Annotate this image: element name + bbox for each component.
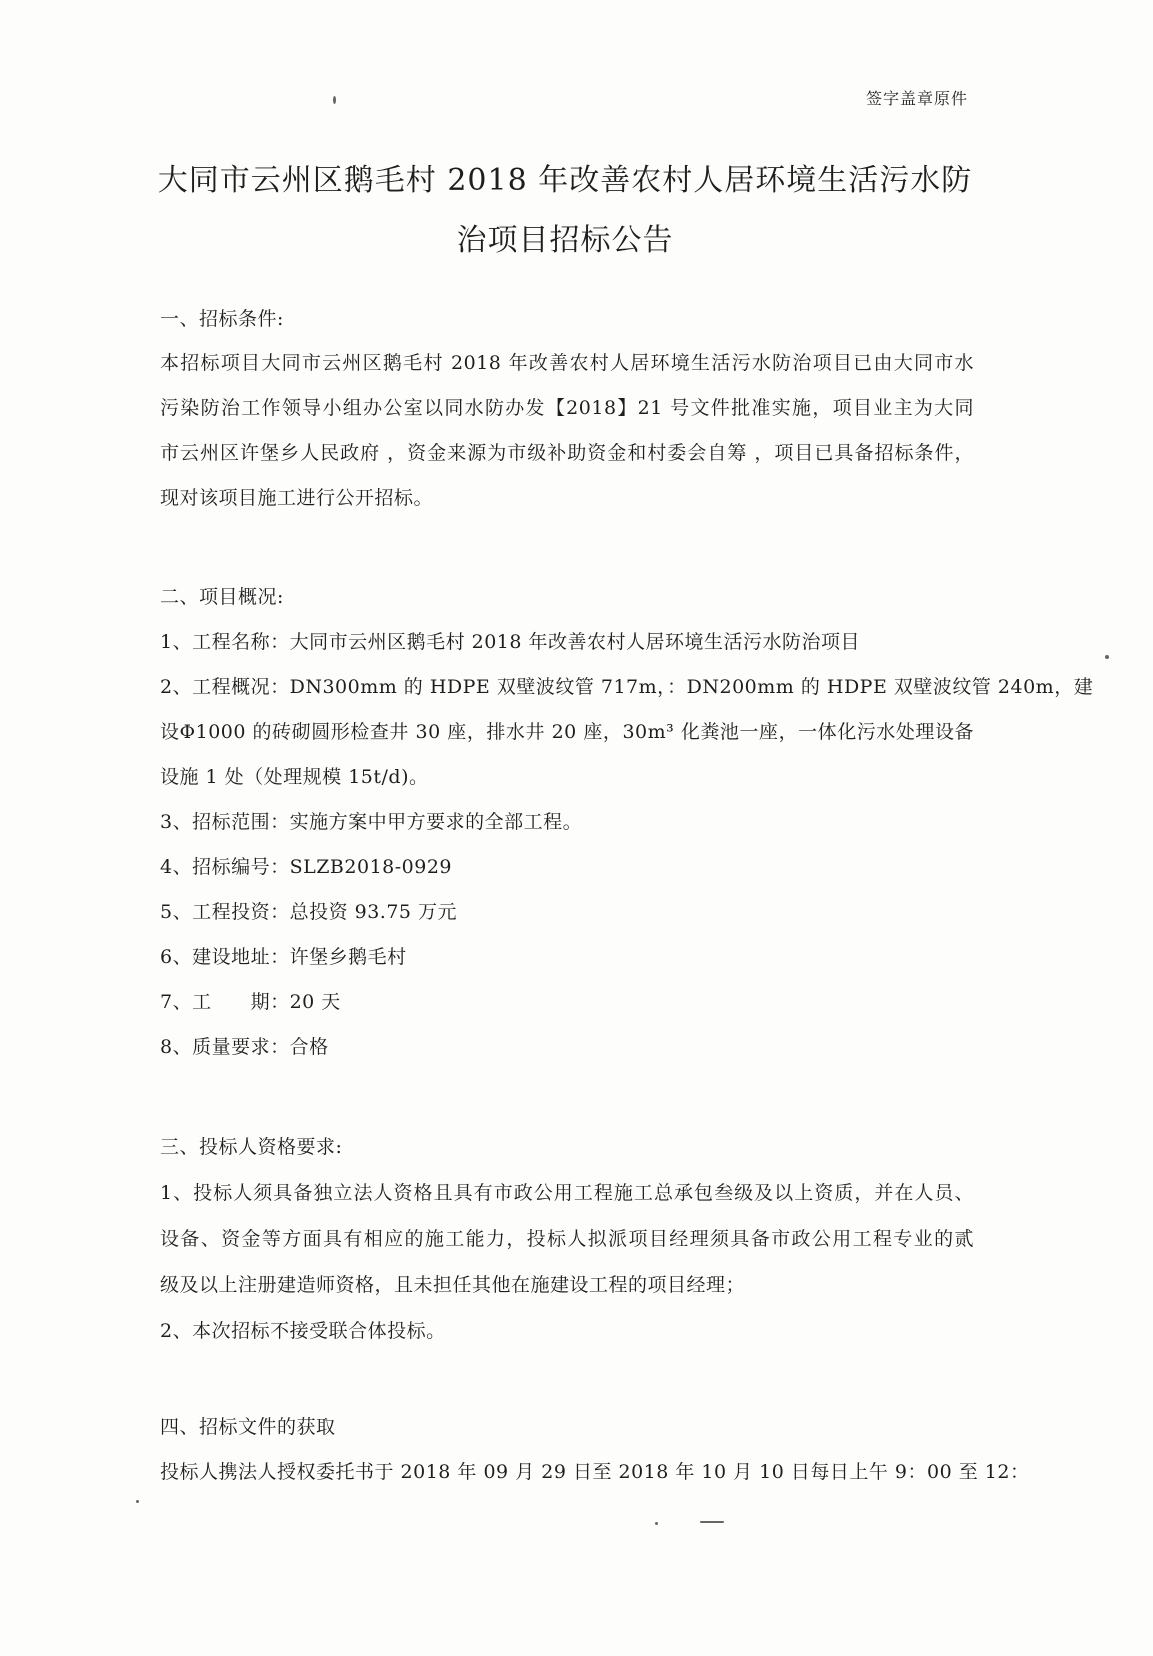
section-3-heading: 三、投标人资格要求:: [160, 1136, 343, 1158]
section-1-paragraph-line: 市云州区许堡乡人民政府 ，资金来源为市级补助资金和村委会自筹 ，项目已具备招标条件，: [160, 442, 974, 464]
document-title-line-1: 大同市云州区鹅毛村 2018 年改善农村人居环境生活污水防: [157, 163, 973, 198]
section-1-paragraph-line: 污染防治工作领导小组办公室以同水防办发【2018】21 号文件批准实施，项目业主为大同: [160, 397, 974, 419]
project-item-line: 设施 1 处（处理规模 15t/d)。: [160, 766, 429, 788]
section-1-paragraph-line: 本招标项目大同市云州区鹅毛村 2018 年改善农村人居环境生活污水防治项目已由大同市水: [160, 352, 974, 374]
scan-speck: [1105, 655, 1109, 659]
project-item-line: 6、建设地址：许堡乡鹅毛村: [160, 946, 407, 968]
scan-speck: [700, 1521, 724, 1523]
document-acquisition-line: 投标人携法人授权委托书于 2018 年 09 月 29 日至 2018 年 10 月 10 日每日上午 9：00 至 12：: [160, 1461, 1030, 1483]
section-1-paragraph-line: 现对该项目施工进行公开招标。: [160, 487, 434, 509]
project-item-line: 3、招标范围：实施方案中甲方要求的全部工程。: [160, 811, 583, 833]
project-item-line: 1、工程名称：大同市云州区鹅毛村 2018 年改善农村人居环境生活污水防治项目: [160, 631, 861, 653]
document-title-line-2: 治项目招标公告: [456, 223, 674, 258]
qualification-line: 级及以上注册建造师资格，且未担任其他在施建设工程的项目经理；: [160, 1274, 746, 1296]
qualification-line: 设备、资金等方面具有相应的施工能力，投标人拟派项目经理须具备市政公用工程专业的贰: [160, 1228, 974, 1250]
section-1-heading: 一、招标条件:: [160, 308, 284, 330]
project-item-line: 2、工程概况：DN300mm 的 HDPE 双壁波纹管 717m，：DN200mm 的 HDPE 双壁波纹管 240m，建: [160, 676, 1094, 698]
project-item-line: 8、质量要求：合格: [160, 1036, 329, 1058]
qualification-line: 1、投标人须具备独立法人资格且具有市政公用工程施工总承包叁级及以上资质，并在人员、: [160, 1182, 974, 1204]
section-2-heading: 二、项目概况:: [160, 586, 284, 608]
qualification-line: 2、本次招标不接受联合体投标。: [160, 1320, 446, 1342]
scan-speck: [136, 1500, 139, 1503]
project-item-line: 设Φ1000 的砖砌圆形检查井 30 座，排水井 20 座，30m³ 化粪池一座，一体化污水处理设备: [160, 721, 974, 743]
scan-speck: [333, 96, 336, 104]
section-4-heading: 四、招标文件的获取: [160, 1416, 336, 1438]
stamp-note: 签字盖章原件: [866, 89, 969, 108]
project-item-line: 7、工 期：20 天: [160, 991, 341, 1013]
scan-speck: [655, 1522, 658, 1525]
project-item-line: 4、招标编号：SLZB2018-0929: [160, 856, 453, 878]
project-item-line: 5、工程投资：总投资 93.75 万元: [160, 901, 458, 923]
